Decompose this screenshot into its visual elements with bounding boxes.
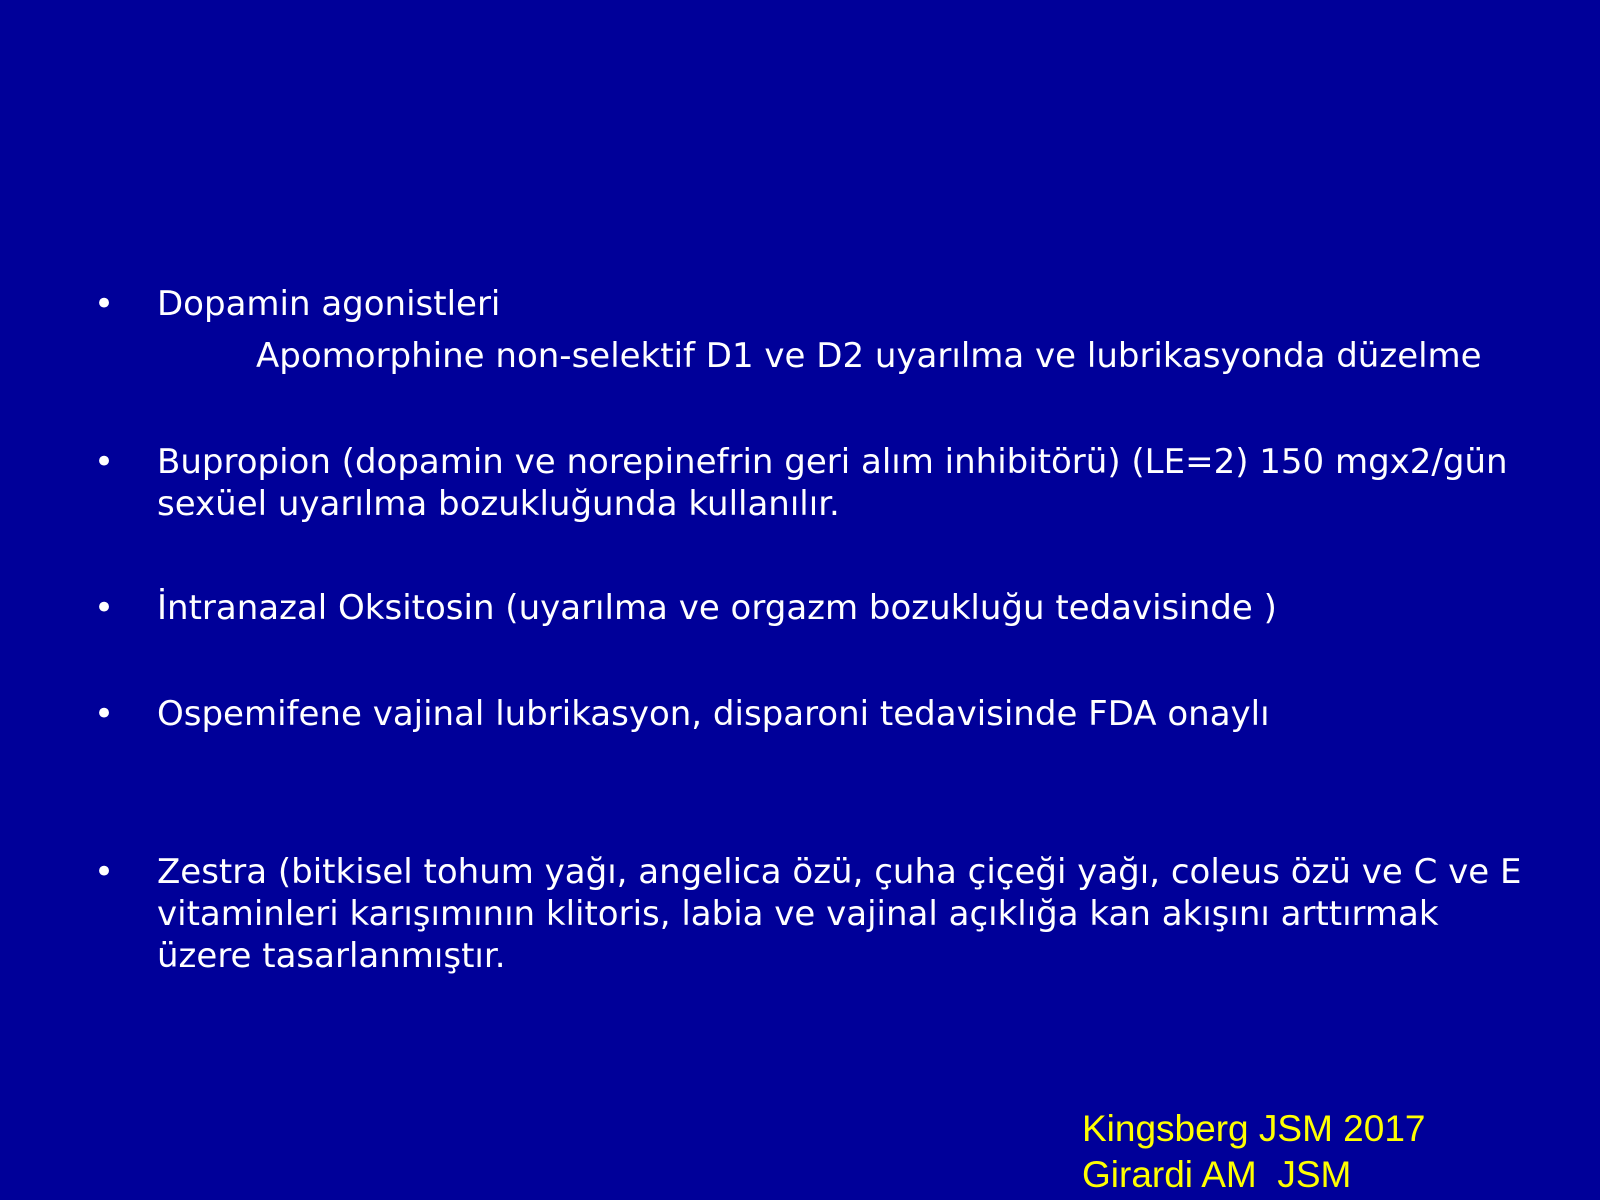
bullet-list: [94, 283, 1534, 977]
bullet-icon: •: [94, 588, 115, 628]
bullet-item-zestra: [94, 851, 1534, 977]
bullet-icon: •: [94, 694, 115, 734]
bullet-icon: •: [94, 284, 115, 324]
bullet-item-dopamine: [94, 283, 1534, 325]
bullet-icon: •: [94, 442, 115, 482]
sub-text-apomorphine: Apomorphine non-selektif D1 ve D2 uyarılma ve lubrikasyonda düzelme: [256, 336, 1482, 376]
bullet-text: Ospemifene vajinal lubrikasyon, disparoni tedavisinde FDA onaylı: [157, 694, 1270, 734]
bullet-item-oxytocin: [94, 587, 1534, 629]
reference-line: Kingsberg JSM 2017: [1082, 1108, 1426, 1149]
references: [1082, 1106, 1425, 1198]
bullet-text: İntranazal Oksitosin (uyarılma ve orgazm bozukluğu tedavisinde ): [157, 588, 1277, 628]
bullet-item-ospemifene: [94, 693, 1534, 735]
bullet-text: Dopamin agonistleri: [157, 284, 501, 324]
reference-line: Girardi AM JSM: [1082, 1154, 1352, 1195]
bullet-item-bupropion: [94, 441, 1534, 525]
bullet-text: Zestra (bitkisel tohum yağı, angelica özü, çuha çiçeği yağı, coleus özü ve C ve E vitaminleri karışımının klitoris, labia ve vajinal açıklığa kan akışını arttırmak üzere tasarlanmıştır.: [157, 852, 1522, 976]
bullet-icon: •: [94, 852, 115, 892]
bullet-text: Bupropion (dopamin ve norepinefrin geri alım inhibitörü) (LE=2) 150 mgx2/gün sexüel uyarılma bozukluğunda kullanılır.: [157, 442, 1508, 524]
